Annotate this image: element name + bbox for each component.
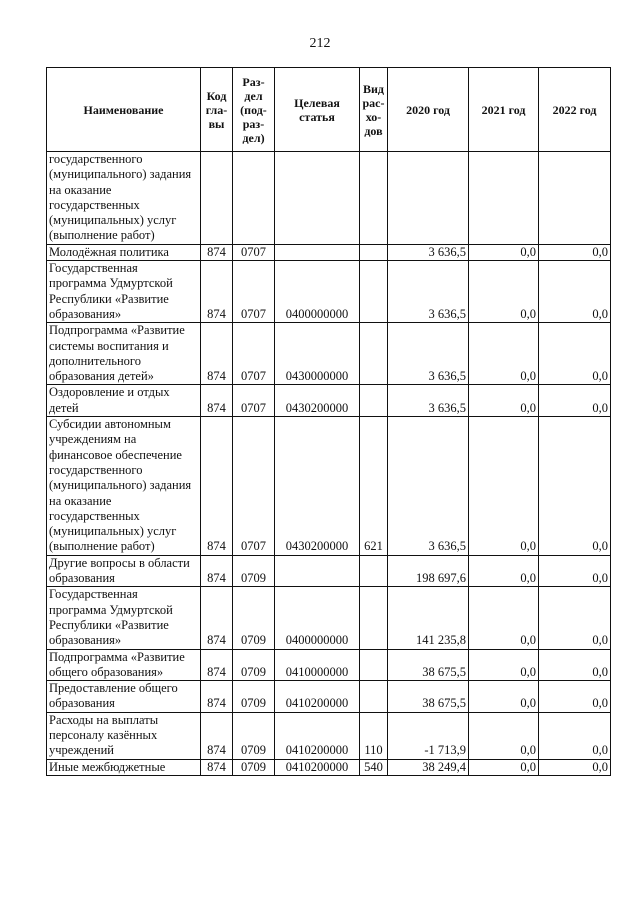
cell-chapter-code: 874	[201, 261, 233, 323]
cell-chapter-code: 874	[201, 712, 233, 759]
cell-expense-type	[360, 152, 388, 245]
table-row	[47, 555, 611, 587]
cell-section	[233, 152, 275, 245]
cell-year-2020: 3 636,5	[388, 244, 469, 260]
cell-chapter-code: 874	[201, 417, 233, 556]
cell-year-2022: 0,0	[539, 759, 611, 775]
cell-target-article: 0410200000	[275, 712, 360, 759]
cell-chapter-code: 874	[201, 681, 233, 713]
cell-target-article	[275, 555, 360, 587]
cell-year-2021: 0,0	[469, 323, 539, 385]
cell-expense-type	[360, 244, 388, 260]
cell-year-2022: 0,0	[539, 261, 611, 323]
header-year-2020: 2020 год	[388, 68, 469, 152]
cell-name: Государственная программа Удмуртской Республики «Развитие образования»	[47, 587, 201, 649]
cell-year-2022: 0,0	[539, 323, 611, 385]
header-section: Раз-дел (под-раз-дел)	[233, 68, 275, 152]
cell-chapter-code: 874	[201, 244, 233, 260]
cell-expense-type	[360, 681, 388, 713]
cell-target-article: 0400000000	[275, 587, 360, 649]
cell-year-2022: 0,0	[539, 417, 611, 556]
cell-year-2021: 0,0	[469, 759, 539, 775]
cell-year-2022: 0,0	[539, 587, 611, 649]
header-chapter-code: Код гла-вы	[201, 68, 233, 152]
cell-name: государственного (муниципального) задания на оказание государственных (муниципальных) услуг (выполнение работ)	[47, 152, 201, 245]
cell-chapter-code: 874	[201, 555, 233, 587]
cell-expense-type	[360, 385, 388, 417]
cell-year-2020: 141 235,8	[388, 587, 469, 649]
cell-year-2021: 0,0	[469, 261, 539, 323]
cell-target-article	[275, 152, 360, 245]
cell-expense-type	[360, 649, 388, 681]
cell-name: Субсидии автономным учреждениям на финансовое обеспечение государственного (муниципального) задания на оказание государственных (муниципальных) услуг (выполнение работ)	[47, 417, 201, 556]
cell-section: 0707	[233, 261, 275, 323]
cell-chapter-code: 874	[201, 323, 233, 385]
cell-target-article: 0410200000	[275, 759, 360, 775]
cell-name: Предоставление общего образования	[47, 681, 201, 713]
cell-expense-type: 621	[360, 417, 388, 556]
header-expense-type: Вид рас-хо-дов	[360, 68, 388, 152]
cell-section: 0707	[233, 417, 275, 556]
cell-year-2021: 0,0	[469, 649, 539, 681]
cell-section: 0709	[233, 587, 275, 649]
table-row	[47, 681, 611, 713]
cell-name: Другие вопросы в области образования	[47, 555, 201, 587]
cell-expense-type	[360, 587, 388, 649]
cell-year-2021: 0,0	[469, 555, 539, 587]
table-row	[47, 323, 611, 385]
cell-expense-type: 110	[360, 712, 388, 759]
cell-section: 0707	[233, 244, 275, 260]
table-row	[47, 587, 611, 649]
page-number: 212	[309, 36, 331, 51]
budget-table	[46, 67, 611, 776]
cell-name: Государственная программа Удмуртской Республики «Развитие образования»	[47, 261, 201, 323]
header-name: Наименование	[47, 68, 201, 152]
cell-expense-type: 540	[360, 759, 388, 775]
cell-section: 0709	[233, 555, 275, 587]
cell-name: Молодёжная политика	[47, 244, 201, 260]
cell-year-2021	[469, 152, 539, 245]
cell-section: 0709	[233, 759, 275, 775]
cell-chapter-code	[201, 152, 233, 245]
cell-name: Расходы на выплаты персоналу казённых учреждений	[47, 712, 201, 759]
table-row	[47, 152, 611, 245]
cell-target-article	[275, 244, 360, 260]
cell-target-article: 0410200000	[275, 681, 360, 713]
table-row	[47, 385, 611, 417]
cell-year-2020: 38 675,5	[388, 649, 469, 681]
cell-target-article: 0430200000	[275, 385, 360, 417]
cell-chapter-code: 874	[201, 649, 233, 681]
cell-target-article: 0400000000	[275, 261, 360, 323]
cell-year-2022: 0,0	[539, 555, 611, 587]
cell-name: Подпрограмма «Развитие общего образования»	[47, 649, 201, 681]
cell-year-2021: 0,0	[469, 587, 539, 649]
cell-year-2022: 0,0	[539, 385, 611, 417]
cell-year-2021: 0,0	[469, 385, 539, 417]
table-body	[47, 152, 611, 776]
cell-chapter-code: 874	[201, 587, 233, 649]
table-row	[47, 244, 611, 260]
cell-target-article: 0430200000	[275, 417, 360, 556]
cell-year-2020: 3 636,5	[388, 261, 469, 323]
cell-section: 0709	[233, 681, 275, 713]
cell-year-2021: 0,0	[469, 417, 539, 556]
cell-year-2020: 38 249,4	[388, 759, 469, 775]
cell-year-2020: 3 636,5	[388, 323, 469, 385]
table-row	[47, 759, 611, 775]
cell-expense-type	[360, 323, 388, 385]
cell-year-2022: 0,0	[539, 244, 611, 260]
cell-section: 0707	[233, 385, 275, 417]
cell-name: Иные межбюджетные	[47, 759, 201, 775]
table-row	[47, 649, 611, 681]
cell-chapter-code: 874	[201, 759, 233, 775]
cell-chapter-code: 874	[201, 385, 233, 417]
cell-year-2020: -1 713,9	[388, 712, 469, 759]
header-target-article: Целевая статья	[275, 68, 360, 152]
cell-year-2020: 3 636,5	[388, 417, 469, 556]
cell-target-article: 0410000000	[275, 649, 360, 681]
cell-year-2022: 0,0	[539, 681, 611, 713]
cell-expense-type	[360, 555, 388, 587]
cell-name: Оздоровление и отдых детей	[47, 385, 201, 417]
cell-year-2022	[539, 152, 611, 245]
cell-section: 0709	[233, 649, 275, 681]
cell-year-2020: 3 636,5	[388, 385, 469, 417]
cell-year-2021: 0,0	[469, 244, 539, 260]
cell-section: 0707	[233, 323, 275, 385]
table-row	[47, 417, 611, 556]
table-row	[47, 261, 611, 323]
table-row	[47, 712, 611, 759]
cell-expense-type	[360, 261, 388, 323]
cell-year-2020: 198 697,6	[388, 555, 469, 587]
cell-year-2022: 0,0	[539, 712, 611, 759]
cell-year-2020	[388, 152, 469, 245]
cell-year-2020: 38 675,5	[388, 681, 469, 713]
table-header-row	[47, 68, 611, 152]
cell-year-2022: 0,0	[539, 649, 611, 681]
cell-target-article: 0430000000	[275, 323, 360, 385]
cell-section: 0709	[233, 712, 275, 759]
cell-year-2021: 0,0	[469, 712, 539, 759]
cell-year-2021: 0,0	[469, 681, 539, 713]
cell-name: Подпрограмма «Развитие системы воспитания и дополнительного образования детей»	[47, 323, 201, 385]
header-year-2022: 2022 год	[539, 68, 611, 152]
header-year-2021: 2021 год	[469, 68, 539, 152]
